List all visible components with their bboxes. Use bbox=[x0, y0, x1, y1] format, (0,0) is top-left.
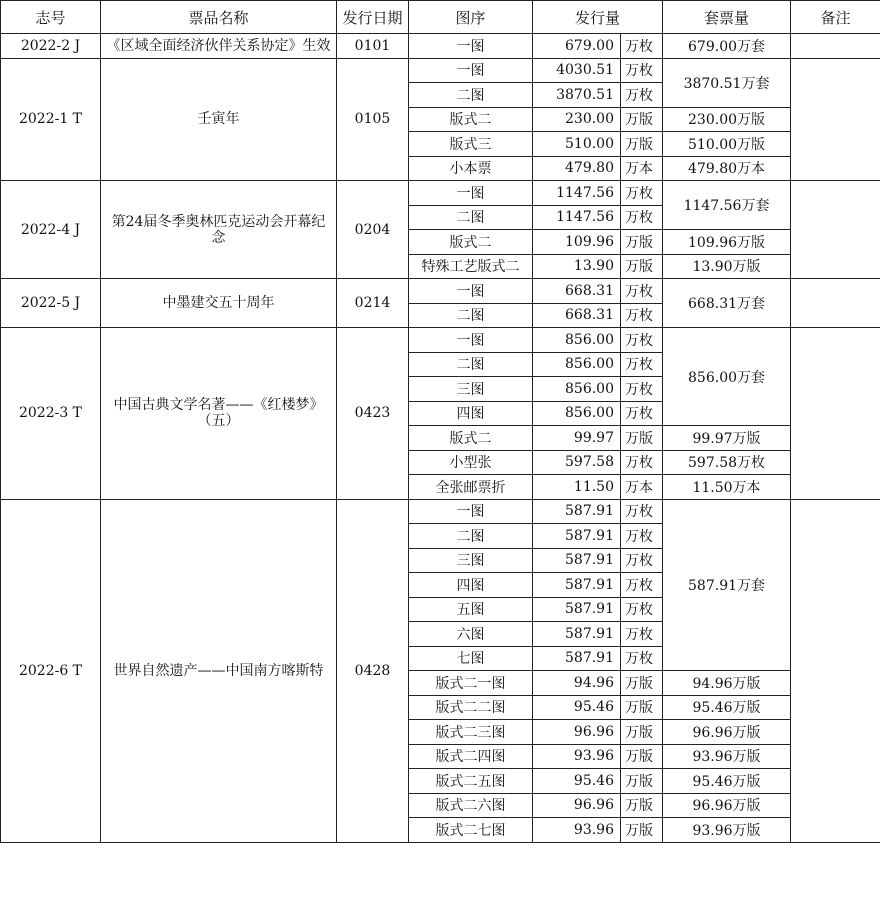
unit-cell: 万版 bbox=[621, 769, 663, 794]
table-row bbox=[1, 181, 880, 206]
set-quantity-cell: 99.97万版 bbox=[663, 426, 791, 451]
issue-date: 0204 bbox=[337, 181, 409, 279]
unit-cell: 万枚 bbox=[621, 499, 663, 524]
quantity-cell: 856.00 bbox=[533, 401, 621, 426]
unit-cell: 万版 bbox=[621, 107, 663, 132]
quantity-cell: 95.46 bbox=[533, 695, 621, 720]
quantity-cell: 668.31 bbox=[533, 279, 621, 304]
header-row bbox=[1, 1, 880, 34]
quantity-cell: 3870.51 bbox=[533, 83, 621, 108]
quantity-cell: 96.96 bbox=[533, 720, 621, 745]
set-quantity-cell: 95.46万版 bbox=[663, 695, 791, 720]
figure-cell: 四图 bbox=[409, 401, 533, 426]
unit-cell: 万版 bbox=[621, 230, 663, 255]
issue-name: 中墨建交五十周年 bbox=[101, 279, 337, 328]
quantity-cell: 4030.51 bbox=[533, 58, 621, 83]
unit-cell: 万枚 bbox=[621, 450, 663, 475]
unit-cell: 万枚 bbox=[621, 646, 663, 671]
unit-cell: 万枚 bbox=[621, 328, 663, 353]
quantity-cell: 510.00 bbox=[533, 132, 621, 157]
figure-cell: 一图 bbox=[409, 181, 533, 206]
unit-cell: 万枚 bbox=[621, 377, 663, 402]
remarks-cell bbox=[791, 499, 880, 842]
quantity-cell: 856.00 bbox=[533, 377, 621, 402]
figure-cell: 二图 bbox=[409, 205, 533, 230]
quantity-cell: 856.00 bbox=[533, 328, 621, 353]
set-quantity-cell: 587.91万套 bbox=[663, 499, 791, 671]
figure-cell: 版式三 bbox=[409, 132, 533, 157]
table-body bbox=[1, 34, 880, 843]
unit-cell: 万枚 bbox=[621, 181, 663, 206]
quantity-cell: 93.96 bbox=[533, 744, 621, 769]
quantity-cell: 230.00 bbox=[533, 107, 621, 132]
issue-name: 壬寅年 bbox=[101, 58, 337, 181]
remarks-cell bbox=[791, 328, 880, 500]
figure-cell: 七图 bbox=[409, 646, 533, 671]
figure-cell: 小型张 bbox=[409, 450, 533, 475]
quantity-cell: 93.96 bbox=[533, 818, 621, 843]
issue-name: 中国古典文学名著——《红楼梦》（五） bbox=[101, 328, 337, 500]
figure-cell: 三图 bbox=[409, 548, 533, 573]
quantity-cell: 11.50 bbox=[533, 475, 621, 500]
unit-cell: 万枚 bbox=[621, 83, 663, 108]
quantity-cell: 1147.56 bbox=[533, 181, 621, 206]
unit-cell: 万枚 bbox=[621, 34, 663, 59]
quantity-cell: 94.96 bbox=[533, 671, 621, 696]
quantity-cell: 109.96 bbox=[533, 230, 621, 255]
table-row bbox=[1, 328, 880, 353]
set-quantity-cell: 510.00万版 bbox=[663, 132, 791, 157]
issue-name: 第24届冬季奥林匹克运动会开幕纪念 bbox=[101, 181, 337, 279]
issue-date: 0101 bbox=[337, 34, 409, 59]
quantity-cell: 668.31 bbox=[533, 303, 621, 328]
issue-code: 2022-1 T bbox=[1, 58, 101, 181]
set-quantity-cell: 668.31万套 bbox=[663, 279, 791, 328]
remarks-cell bbox=[791, 34, 880, 59]
header-remarks: 备注 bbox=[791, 1, 880, 34]
unit-cell: 万枚 bbox=[621, 279, 663, 304]
figure-cell: 六图 bbox=[409, 622, 533, 647]
figure-cell: 二图 bbox=[409, 303, 533, 328]
figure-cell: 版式二一图 bbox=[409, 671, 533, 696]
unit-cell: 万枚 bbox=[621, 303, 663, 328]
unit-cell: 万本 bbox=[621, 156, 663, 181]
figure-cell: 版式二 bbox=[409, 230, 533, 255]
figure-cell: 版式二二图 bbox=[409, 695, 533, 720]
issue-date: 0105 bbox=[337, 58, 409, 181]
set-quantity-cell: 93.96万版 bbox=[663, 818, 791, 843]
quantity-cell: 587.91 bbox=[533, 499, 621, 524]
figure-cell: 版式二 bbox=[409, 426, 533, 451]
set-quantity-cell: 679.00万套 bbox=[663, 34, 791, 59]
figure-cell: 一图 bbox=[409, 499, 533, 524]
figure-cell: 一图 bbox=[409, 58, 533, 83]
issue-date: 0428 bbox=[337, 499, 409, 842]
unit-cell: 万枚 bbox=[621, 548, 663, 573]
unit-cell: 万版 bbox=[621, 695, 663, 720]
remarks-cell bbox=[791, 181, 880, 279]
unit-cell: 万版 bbox=[621, 671, 663, 696]
quantity-cell: 1147.56 bbox=[533, 205, 621, 230]
unit-cell: 万枚 bbox=[621, 401, 663, 426]
figure-cell: 三图 bbox=[409, 377, 533, 402]
table-row bbox=[1, 279, 880, 304]
figure-cell: 版式二五图 bbox=[409, 769, 533, 794]
header-quantity: 发行量 bbox=[533, 1, 663, 34]
quantity-cell: 587.91 bbox=[533, 622, 621, 647]
unit-cell: 万枚 bbox=[621, 524, 663, 549]
figure-cell: 一图 bbox=[409, 34, 533, 59]
quantity-cell: 587.91 bbox=[533, 548, 621, 573]
figure-cell: 版式二四图 bbox=[409, 744, 533, 769]
unit-cell: 万枚 bbox=[621, 622, 663, 647]
figure-cell: 一图 bbox=[409, 328, 533, 353]
set-quantity-cell: 597.58万枚 bbox=[663, 450, 791, 475]
quantity-cell: 95.46 bbox=[533, 769, 621, 794]
figure-cell: 版式二三图 bbox=[409, 720, 533, 745]
set-quantity-cell: 94.96万版 bbox=[663, 671, 791, 696]
unit-cell: 万枚 bbox=[621, 58, 663, 83]
quantity-cell: 96.96 bbox=[533, 793, 621, 818]
header-figure: 图序 bbox=[409, 1, 533, 34]
unit-cell: 万本 bbox=[621, 475, 663, 500]
remarks-cell bbox=[791, 58, 880, 181]
issue-code: 2022-4 J bbox=[1, 181, 101, 279]
set-quantity-cell: 11.50万本 bbox=[663, 475, 791, 500]
set-quantity-cell: 856.00万套 bbox=[663, 328, 791, 426]
header-date: 发行日期 bbox=[337, 1, 409, 34]
quantity-cell: 587.91 bbox=[533, 646, 621, 671]
issue-code: 2022-5 J bbox=[1, 279, 101, 328]
set-quantity-cell: 96.96万版 bbox=[663, 793, 791, 818]
issue-name: 《区域全面经济伙伴关系协定》生效 bbox=[101, 34, 337, 59]
figure-cell: 版式二 bbox=[409, 107, 533, 132]
unit-cell: 万枚 bbox=[621, 205, 663, 230]
unit-cell: 万版 bbox=[621, 793, 663, 818]
table-row bbox=[1, 499, 880, 524]
set-quantity-cell: 3870.51万套 bbox=[663, 58, 791, 107]
figure-cell: 全张邮票折 bbox=[409, 475, 533, 500]
quantity-cell: 679.00 bbox=[533, 34, 621, 59]
remarks-cell bbox=[791, 279, 880, 328]
issue-code: 2022-3 T bbox=[1, 328, 101, 500]
figure-cell: 一图 bbox=[409, 279, 533, 304]
unit-cell: 万版 bbox=[621, 132, 663, 157]
quantity-cell: 13.90 bbox=[533, 254, 621, 279]
table-row bbox=[1, 34, 880, 59]
figure-cell: 二图 bbox=[409, 524, 533, 549]
issue-date: 0214 bbox=[337, 279, 409, 328]
unit-cell: 万枚 bbox=[621, 573, 663, 598]
quantity-cell: 587.91 bbox=[533, 573, 621, 598]
quantity-cell: 479.80 bbox=[533, 156, 621, 181]
figure-cell: 版式二七图 bbox=[409, 818, 533, 843]
set-quantity-cell: 95.46万版 bbox=[663, 769, 791, 794]
issue-code: 2022-2 J bbox=[1, 34, 101, 59]
set-quantity-cell: 93.96万版 bbox=[663, 744, 791, 769]
set-quantity-cell: 13.90万版 bbox=[663, 254, 791, 279]
quantity-cell: 587.91 bbox=[533, 597, 621, 622]
figure-cell: 五图 bbox=[409, 597, 533, 622]
quantity-cell: 99.97 bbox=[533, 426, 621, 451]
header-code: 志号 bbox=[1, 1, 101, 34]
unit-cell: 万版 bbox=[621, 426, 663, 451]
set-quantity-cell: 479.80万本 bbox=[663, 156, 791, 181]
figure-cell: 四图 bbox=[409, 573, 533, 598]
unit-cell: 万版 bbox=[621, 254, 663, 279]
figure-cell: 小本票 bbox=[409, 156, 533, 181]
set-quantity-cell: 230.00万版 bbox=[663, 107, 791, 132]
issue-code: 2022-6 T bbox=[1, 499, 101, 842]
unit-cell: 万版 bbox=[621, 720, 663, 745]
figure-cell: 二图 bbox=[409, 352, 533, 377]
set-quantity-cell: 96.96万版 bbox=[663, 720, 791, 745]
set-quantity-cell: 109.96万版 bbox=[663, 230, 791, 255]
quantity-cell: 856.00 bbox=[533, 352, 621, 377]
set-quantity-cell: 1147.56万套 bbox=[663, 181, 791, 230]
issue-date: 0423 bbox=[337, 328, 409, 500]
figure-cell: 特殊工艺版式二 bbox=[409, 254, 533, 279]
quantity-cell: 587.91 bbox=[533, 524, 621, 549]
unit-cell: 万版 bbox=[621, 744, 663, 769]
header-set-quantity: 套票量 bbox=[663, 1, 791, 34]
header-name: 票品名称 bbox=[101, 1, 337, 34]
unit-cell: 万版 bbox=[621, 818, 663, 843]
unit-cell: 万枚 bbox=[621, 352, 663, 377]
figure-cell: 版式二六图 bbox=[409, 793, 533, 818]
table-row bbox=[1, 58, 880, 83]
unit-cell: 万枚 bbox=[621, 597, 663, 622]
quantity-cell: 597.58 bbox=[533, 450, 621, 475]
figure-cell: 二图 bbox=[409, 83, 533, 108]
issue-name: 世界自然遗产——中国南方喀斯特 bbox=[101, 499, 337, 842]
